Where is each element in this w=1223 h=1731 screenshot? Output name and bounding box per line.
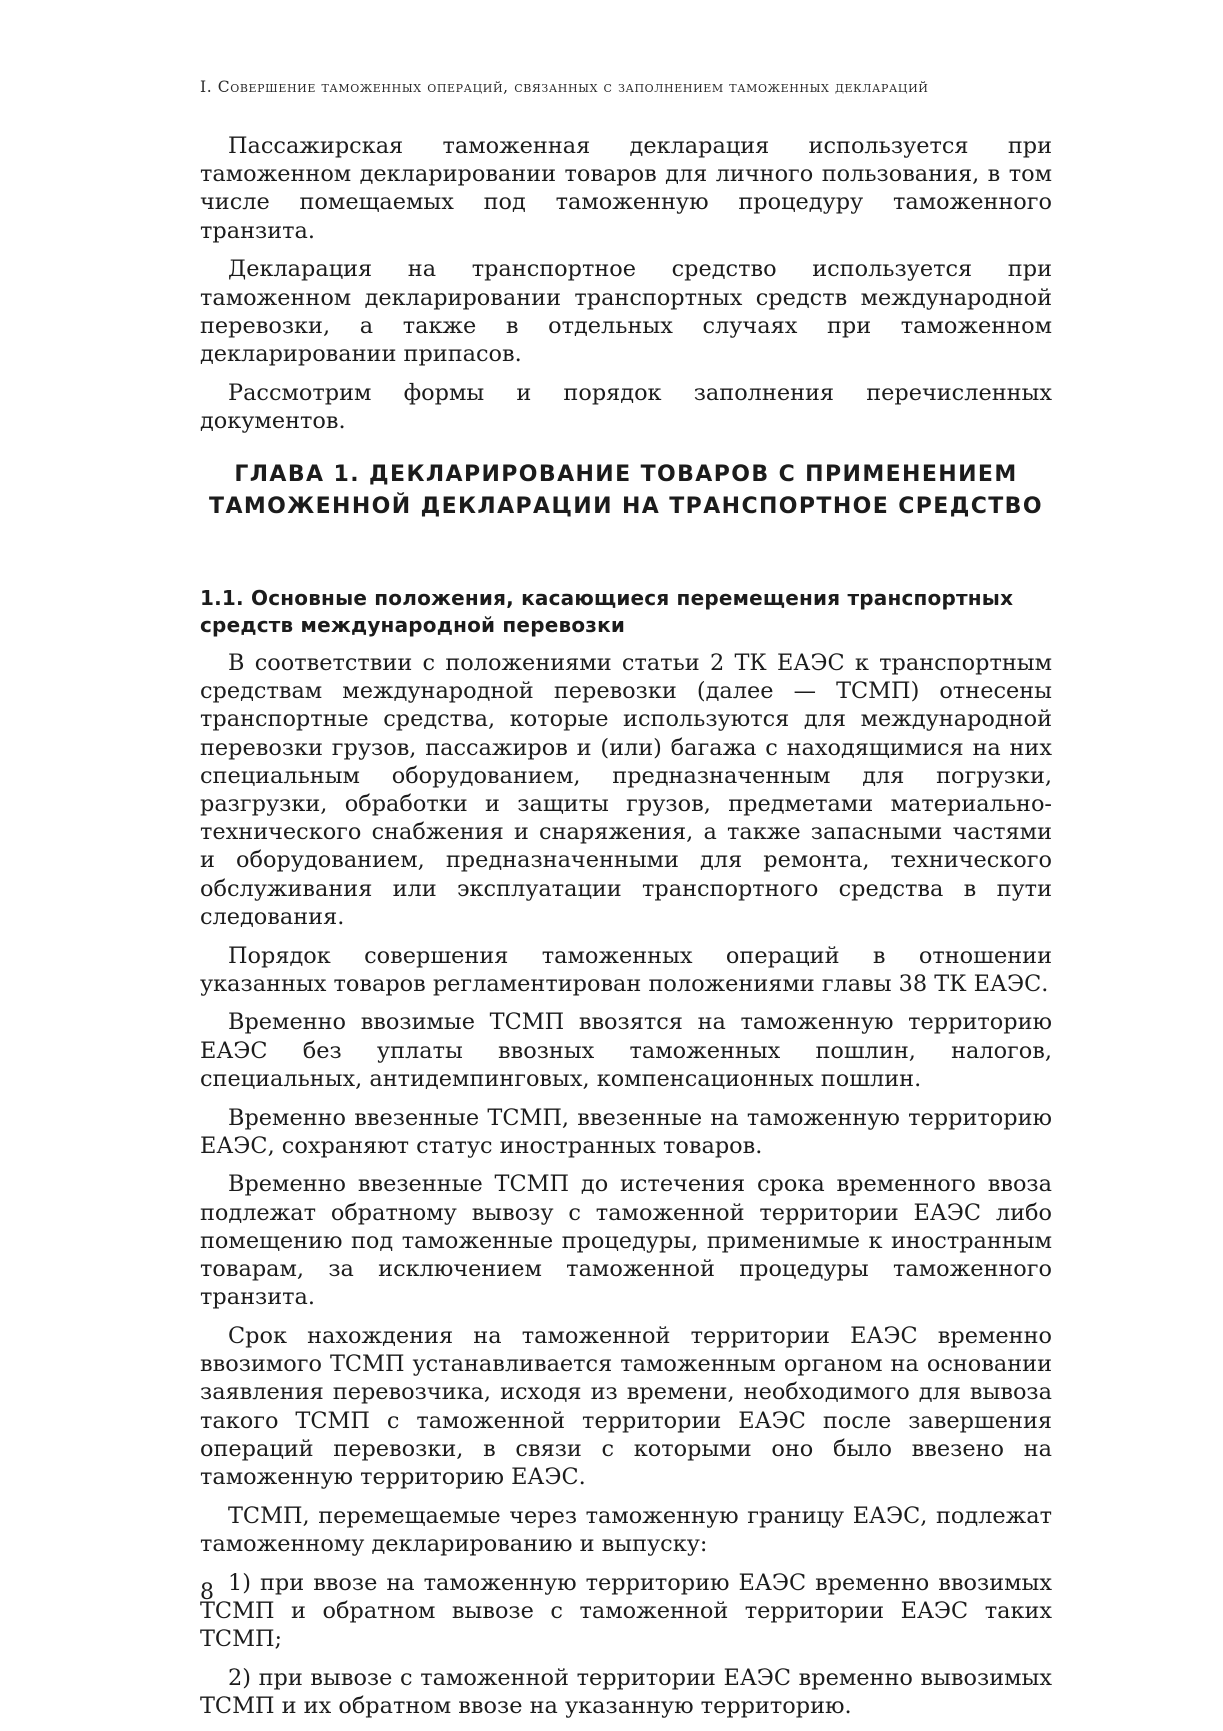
section-heading [200,585,1052,639]
section-heading-line-2: средств международной перевозки [200,613,626,638]
section-paragraph-7: ТСМП, перемещаемые через таможенную границу ЕАЭС, подлежат таможенному декларированию и выпуску: [200,1502,1052,1557]
section-paragraph-2: Порядок совершения таможенных операций в отношении указанных товаров регламентирован положениями главы 38 ТК ЕАЭС. [200,942,1052,997]
section-heading-line-1: 1.1. Основные положения, касающиеся перемещения транспортных [200,586,1014,611]
section-paragraph-5: Временно ввезенные ТСМП до истечения срока временного ввоза подлежат обратному вывозу с таможенной территории ЕАЭС либо помещению под таможенные процедуры, применимые к иностранным товарам, за исключением таможенной процедуры таможенного транзита. [200,1171,1052,1311]
intro-paragraph-3: Рассмотрим формы и порядок заполнения перечисленных документов. [200,379,1052,434]
intro-paragraph-1: Пассажирская таможенная декларация используется при таможенном декларировании товаров для личного пользования, в том числе помещаемых под таможенную процедуру таможенного транзита. [200,133,1052,244]
section-paragraph-6: Срок нахождения на таможенной территории ЕАЭС временно ввозимого ТСМП устанавливается таможенным органом на основании заявления перевозчика, исходя из времени, необходимого для вывоза такого ТСМП с таможенной территории ЕАЭС после завершения операций перевозки, в связи с которыми оно было ввезено на таможенную территорию ЕАЭС. [200,1323,1052,1491]
chapter-heading-line-1: ГЛАВА 1. ДЕКЛАРИРОВАНИЕ ТОВАРОВ С ПРИМЕНЕНИЕМ [234,462,1018,488]
page-number: 8 [200,1580,214,1605]
section-paragraph-3: Временно ввозимые ТСМП ввозятся на таможенную территорию ЕАЭС без уплаты ввозных таможенных пошлин, налогов, специальных, антидемпинговых, компенсационных пошлин. [200,1009,1052,1092]
chapter-heading-line-2: ТАМОЖЕННОЙ ДЕКЛАРАЦИИ НА ТРАНСПОРТНОЕ СРЕДСТВО [209,494,1043,520]
intro-paragraph-2: Декларация на транспортное средство используется при таможенном декларировании транспортных средств международной перевозки, а также в отдельных случаях при таможенном декларировании припасов. [200,256,1052,367]
chapter-heading [200,459,1052,523]
section-paragraph-1: В соответствии с положениями статьи 2 ТК ЕАЭС к транспортным средствам международной перевозки (далее — ТСМП) отнесены транспортные средства, которые используются для международной перевозки грузов, пассажиров и (или) багажа с находящимися на них специальным оборудованием, предназначенным для погрузки, разгрузки, обработки и защиты грузов, предметами материально-технического снабжения и снаряжения, а также запасными частями и оборудованием, предназначенными для ремонта, технического обслуживания или эксплуатации транспортного средства в пути следования. [200,650,1052,930]
body-text [200,132,1052,1731]
running-head: I. Совершение таможенных операций, связанных с заполнением таможенных деклараций [200,78,929,96]
section-paragraph-4: Временно ввезенные ТСМП, ввезенные на таможенную территорию ЕАЭС, сохраняют статус иностранных товаров. [200,1104,1052,1159]
list-item-1: 1) при ввозе на таможенную территорию ЕАЭС временно ввозимых ТСМП и обратном вывозе с таможенной территории ЕАЭС таких ТСМП; [200,1569,1052,1653]
list-item-2: 2) при вывозе с таможенной территории ЕАЭС временно вывозимых ТСМП и их обратном ввозе на указанную территорию. [200,1664,1052,1719]
